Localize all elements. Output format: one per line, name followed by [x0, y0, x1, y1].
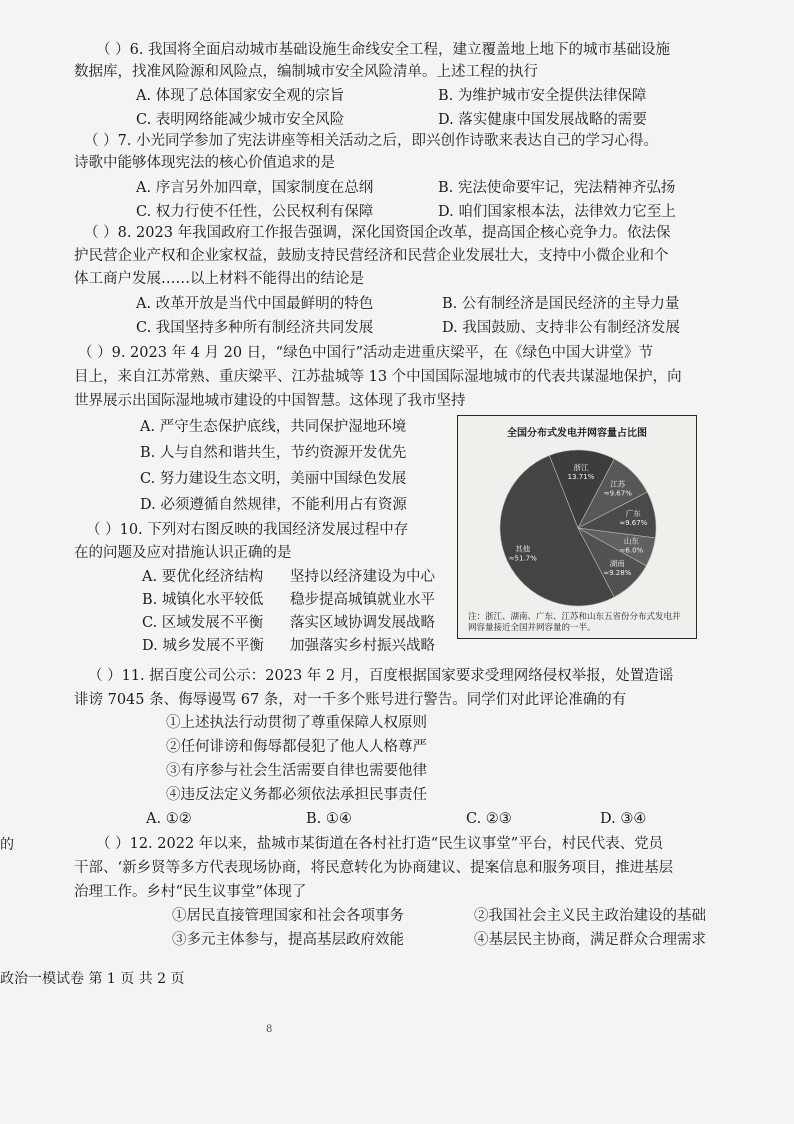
- slice-value-0: 13.71%: [567, 472, 595, 481]
- q10-row-b-measure: 稳步提高城镇就业水平: [290, 592, 435, 608]
- q6-option-d: D. 落实健康中国发展战略的需要: [438, 112, 647, 128]
- q8-option-a: A. 改革开放是当代中国最鲜明的特色: [136, 296, 374, 312]
- left-margin-char: 的: [0, 837, 14, 853]
- q8-stem-3: 体工商户发展……以上材料不能得出的结论是: [74, 271, 364, 287]
- slice-value-5: ≈51.7%: [508, 554, 537, 563]
- q6-stem-2: 数据库，找准风险源和风险点，编制城市安全风险清单。上述工程的执行: [74, 64, 538, 80]
- q12-item-3: ③多元主体参与，提高基层政府效能: [172, 932, 404, 948]
- q12-stem-3: 治理工作。乡村“民生议事堂”体现了: [74, 884, 307, 900]
- q7-option-b: B. 宪法使命要牢记，宪法精神齐弘扬: [438, 180, 676, 196]
- pie-chart-figure: [457, 415, 697, 639]
- q7-stem-1: （ ）7. 小光同学参加了宪法讲座等相关活动之后，即兴创作诗歌来表达自己的学习心得。: [84, 133, 659, 149]
- slice-label-5: 其他: [515, 544, 531, 554]
- q10-stem-2: 在的问题及应对措施认识正确的是: [74, 545, 292, 561]
- q8-stem-2: 护民营企业产权和企业家权益，鼓励支持民营经济和民营企业发展壮大，支持中小微企业和个: [74, 248, 669, 264]
- q11-item-4: ④违反法定义务都必须依法承担民事责任: [166, 787, 427, 803]
- slice-value-1: ≈9.67%: [603, 489, 632, 498]
- q8-option-b: B. 公有制经济是国民经济的主导力量: [442, 296, 680, 312]
- q9-option-c: C. 努力建设生态文明，美丽中国绿色发展: [140, 471, 407, 487]
- q8-option-c: C. 我国坚持多种所有制经济共同发展: [136, 320, 374, 336]
- q11-item-3: ③有序参与社会生活需要自律也需要他律: [166, 763, 427, 779]
- slice-value-4: ≈9.28%: [603, 569, 632, 578]
- q7-stem-2: 诗歌中能够体现宪法的核心价值追求的是: [74, 155, 335, 171]
- q8-option-d: D. 我国鼓励、支持非公有制经济发展: [442, 320, 680, 336]
- q7-option-a: A. 序言另外加四章，国家制度在总纲: [136, 180, 374, 196]
- q10-row-c-measure: 落实区域协调发展战略: [290, 615, 435, 631]
- q9-option-a: A. 严守生态保护底线，共同保护湿地环境: [140, 419, 407, 435]
- q10-stem-1: （ ）10. 下列对右图反映的我国经济发展过程中存: [86, 522, 409, 538]
- q12-item-1: ①居民直接管理国家和社会各项事务: [172, 908, 404, 924]
- q11-option-c: C. ②③: [466, 811, 512, 827]
- q7-option-d: D. 咱们国家根本法，法律效力它至上: [438, 204, 676, 220]
- q10-row-c-problem: C. 区域发展不平衡: [142, 615, 264, 631]
- q12-item-2: ②我国社会主义民主政治建设的基础: [474, 908, 706, 924]
- q6-option-a: A. 体现了总体国家安全观的宗旨: [136, 88, 345, 104]
- q11-option-a: A. ①②: [146, 811, 192, 827]
- q11-stem-1: （ ）11. 据百度公司公示：2023 年 2 月，百度根据国家要求受理网络侵权举报，处置造谣: [88, 668, 674, 684]
- q9-option-b: B. 人与自然和谐共生，节约资源开发优先: [140, 445, 407, 461]
- slice-label-0: 浙江: [573, 462, 589, 472]
- q12-item-4: ④基层民主协商，满足群众合理需求: [474, 932, 706, 948]
- q10-row-b-problem: B. 城镇化水平较低: [142, 592, 264, 608]
- slice-label-1: 江苏: [610, 479, 626, 489]
- q11-option-d: D. ③④: [600, 811, 647, 827]
- q11-option-b: B. ①④: [306, 811, 352, 827]
- q10-row-a-problem: A. 要优化经济结构: [142, 569, 264, 585]
- q10-row-d-measure: 加强落实乡村振兴战略: [290, 638, 435, 654]
- q11-stem-2: 诽谤 7045 条、侮辱谩骂 67 条，对一千多个账号进行警告。同学们对此评论准确的有: [74, 692, 627, 708]
- q10-row-a-measure: 坚持以经济建设为中心: [290, 569, 435, 585]
- slice-value-3: ≈6.0%: [619, 546, 644, 555]
- q7-option-c: C. 权力行使不任性，公民权利有保障: [136, 204, 374, 220]
- q9-stem-1: （ ）9. 2023 年 4 月 20 日，“绿色中国行”活动走进重庆梁平，在《绿色中国大讲堂》节: [78, 345, 653, 361]
- q6-option-c: C. 表明网络能减少城市安全风险: [136, 112, 345, 128]
- slice-label-2: 广东: [625, 509, 641, 519]
- slice-value-2: ≈9.67%: [619, 519, 648, 528]
- q9-stem-3: 世界展示出国际湿地城市建设的中国智慧。这体现了我市坚持: [74, 393, 466, 409]
- q10-row-d-problem: D. 城乡发展不平衡: [142, 638, 264, 654]
- slice-label-4: 湖南: [609, 559, 625, 569]
- q9-stem-2: 目上，来自江苏常熟、重庆梁平、江苏盐城等 13 个中国国际湿地城市的代表共谋湿地保护，向: [74, 369, 682, 385]
- q8-stem-1: （ ）8. 2023 年我国政府工作报告强调，深化国资国企改革，提高国企核心竞争力。依法保: [84, 225, 671, 241]
- page-footer: 政治一模试卷 第 1 页 共 2 页: [0, 971, 185, 987]
- slice-label-3: 山东: [623, 536, 639, 546]
- q12-stem-1: （ ）12. 2022 年以来，盐城市某街道在各村社打造“民生议事堂”平台，村民代表、党员: [96, 836, 664, 852]
- q12-stem-2: 干部、‘新乡贤等多方代表现场协商，将民意转化为协商建议、提案信息和服务项目，推进基层: [74, 860, 674, 876]
- chart-note: 注：浙江、湖南、广东、江苏和山东五省份分布式发电并网容量接近全国并网容量的一半。: [468, 612, 681, 633]
- q6-option-b: B. 为维护城市安全提供法律保障: [438, 88, 647, 104]
- pie-chart: [458, 416, 696, 616]
- q6-stem-1: （ ）6. 我国将全面启动城市基础设施生命线安全工程，建立覆盖地上地下的城市基础设施: [96, 42, 671, 58]
- seal-mark: 8: [266, 1024, 273, 1035]
- q9-option-d: D. 必须遵循自然规律，不能利用占有资源: [140, 497, 407, 513]
- q11-item-1: ①上述执法行动贯彻了尊重保障人权原则: [166, 715, 427, 731]
- q11-item-2: ②任何诽谤和侮辱都侵犯了他人人格尊严: [166, 739, 427, 755]
- chart-title: 全国分布式发电并网容量占比图: [507, 428, 647, 439]
